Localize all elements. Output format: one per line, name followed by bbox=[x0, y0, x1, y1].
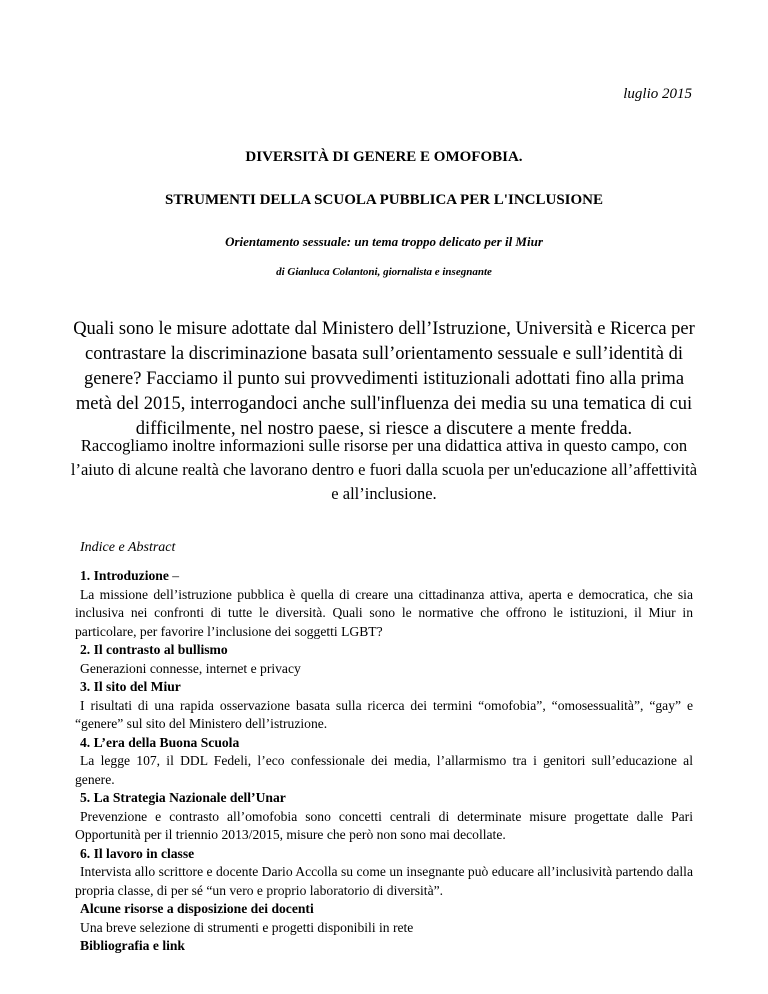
index-heading-5: 5. La Strategia Nazionale dell’Unar bbox=[80, 790, 286, 805]
index-heading-2: 2. Il contrasto al bullismo bbox=[80, 642, 228, 657]
index-list bbox=[75, 567, 693, 956]
index-heading-3: 3. Il sito del Miur bbox=[80, 679, 181, 694]
index-heading-1 bbox=[75, 567, 693, 586]
index-heading-text: 1. Introduzione bbox=[80, 568, 169, 583]
document-title-line-2: STRUMENTI DELLA SCUOLA PUBBLICA PER L'INCLUSIONE bbox=[164, 192, 604, 208]
document-subtitle: Orientamento sessuale: un tema troppo delicato per il Miur bbox=[225, 234, 543, 249]
index-text-5: Prevenzione e contrasto all’omofobia sono concetti centrali di determinate misure progettate dalle Pari Opportunità per il triennio 2013/2015, misure che però non sono mai decollate. bbox=[75, 808, 693, 842]
index-text-2: Generazioni connesse, internet e privacy bbox=[80, 660, 301, 676]
index-text-resources: Una breve selezione di strumenti e progetti disponibili in rete bbox=[80, 919, 414, 935]
lead-paragraph-2: Raccogliamo inoltre informazioni sulle risorse per una didattica attiva in questo campo, con l’aiuto di alcune realtà che lavorano dentro e fuori dalla scuola per un'educazione all’affettività e all’inclusione. bbox=[70, 436, 698, 503]
index-text-1: La missione dell’istruzione pubblica è quella di creare una cittadinanza attiva, aperta e democratica, che sia inclusiva nei confronti di tutte le diversità. Quali sono le normative che offrono le istituzioni, il Miur in particolare, per favorire l’inclusione dei soggetti LGBT? bbox=[75, 586, 693, 639]
index-text-4: La legge 107, il DDL Fedeli, l’eco confessionale dei media, l’allarmismo tra i genitori sull’educazione al genere. bbox=[75, 753, 693, 787]
index-heading-suffix: – bbox=[168, 568, 180, 583]
index-heading-6: 6. Il lavoro in classe bbox=[80, 845, 195, 861]
index-text-3: I risultati di una rapida osservazione basata sulla ricerca dei termini “omofobia”, “omosessualità”, “gay” e “genere” sul sito del Ministero dell’istruzione. bbox=[75, 697, 693, 731]
index-text-6: Intervista allo scrittore e docente Dario Accolla su come un insegnante può educare all’inclusività partendo dalla propria classe, di per sé “un vero e proprio laboratorio di diversità”. bbox=[75, 864, 693, 898]
index-title: Indice e Abstract bbox=[80, 540, 176, 555]
index-heading-bibliography: Bibliografia e link bbox=[80, 938, 185, 953]
document-date: luglio 2015 bbox=[623, 86, 692, 102]
index-heading-resources: Alcune risorse a disposizione dei docenti bbox=[80, 901, 314, 916]
document-author: di Gianluca Colantoni, giornalista e insegnante bbox=[276, 266, 492, 278]
lead-paragraph-1: Quali sono le misure adottate dal Ministero dell’Istruzione, Università e Ricerca per contrastare la discriminazione basata sull’orientamento sessuale e sull’identità di genere? Facciamo il punto sui provvedimenti istituzionali adottati fino alla prima metà del 2015, interrogandoci anche sull'influenza dei media su una tematica di cui difficilmente, nel nostro paese, si riesce a discutere a mente fredda. bbox=[73, 319, 695, 439]
document-title: DIVERSITÀ DI GENERE E OMOFOBIA. bbox=[245, 149, 523, 165]
index-heading-4: 4. L’era della Buona Scuola bbox=[80, 734, 240, 750]
